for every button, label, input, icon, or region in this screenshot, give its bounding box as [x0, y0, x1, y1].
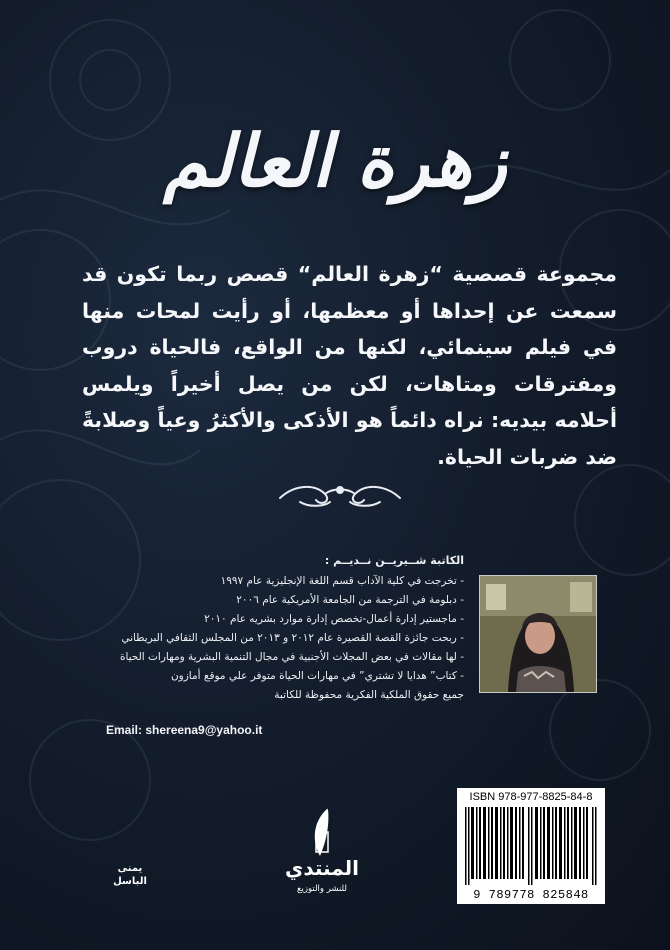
author-email[interactable]: Email: shereena9@yahoo.it [106, 723, 263, 737]
isbn-barcode [457, 788, 605, 904]
designer-line-1: يمنى [117, 863, 143, 874]
author-bio-list [119, 572, 464, 705]
bio-item: - كتاب” هدايا لا تشتري” في مهارات الحياة متوفر علي موقع أمازون [200, 667, 464, 686]
bio-item: - ماجستير إدارة أعمال-تخصص إدارة موارد بشريه عام ٢٠١٠ [200, 610, 464, 629]
isbn-label: ISBN 978-977-8825-84-8 [469, 791, 593, 803]
designer-signature [110, 862, 150, 888]
bio-item: - لها مقالات في بعض المجلات الأجنبية في مجال التنمية البشرية ومهارات الحياة [200, 648, 464, 667]
bio-item: - تخرجت في كلية الآداب قسم اللغة الإنجليزية عام ١٩٩٧ [200, 572, 464, 591]
bio-item: - دبلومة في الترجمة من الجامعة الأمريكية عام ٢٠٠٦ [200, 591, 464, 610]
author-portrait-image [480, 576, 596, 692]
author-portrait [479, 575, 597, 693]
designer-line-2: الباسل [113, 876, 147, 887]
author-heading: الكاتبة شــيريــن نــديــم : [324, 554, 464, 567]
barcode-icon [465, 807, 597, 885]
flourish-divider-icon [270, 476, 410, 512]
book-title: زهرة العالم [163, 118, 507, 203]
author-bio-section [119, 551, 464, 705]
publisher-name: المنتدي [285, 856, 359, 880]
publisher-subtitle: للنشر والتوزيع [297, 884, 347, 894]
isbn-digits: 9 789778 825848 [473, 888, 589, 902]
rights-notice: جميع حقوق الملكية الفكرية محفوظة للكاتبة [274, 689, 464, 701]
bio-item: - ربحت جائزة القصة القصيرة عام ٢٠١٢ و ٢٠١٣ من المجلس الثقافي البريطاني [200, 629, 464, 648]
blurb-text: مجموعة قصصية “زهرة العالم“ قصص ربما تكون قد سمعت عن إحداها أو معظمها، أو رأيت لمحات منها في فيلم سينمائي، لكنها من الواقع، فالحياة دروب ومفترقات ومتاهات، لكن من يصل أخيراً ويلمس أحلامه بيديه: نراه دائماً هو الأذكى والأكثرُ وعياً وصلابةً ضد ضربات الحياة. [82, 262, 617, 469]
